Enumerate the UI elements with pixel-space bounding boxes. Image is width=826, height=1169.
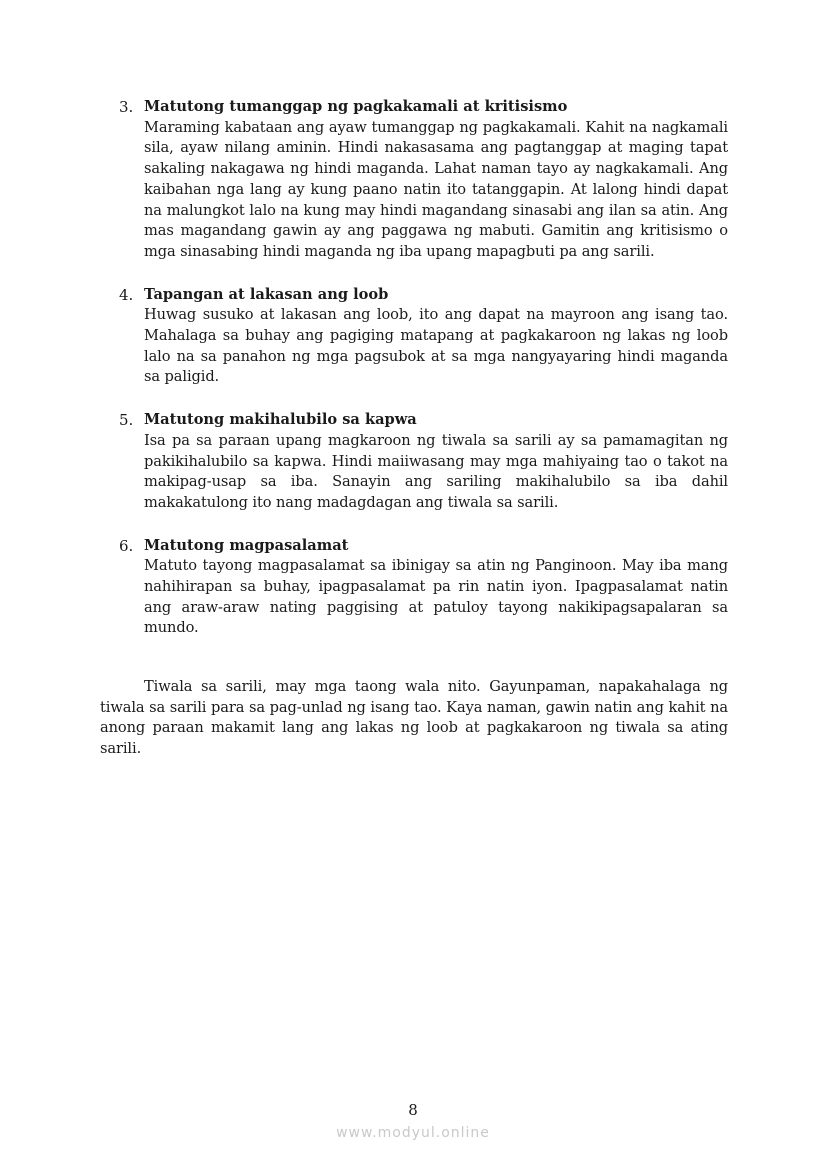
item-number: 3. [119, 98, 134, 116]
page-number: 8 [408, 1101, 418, 1119]
item-title: Matutong magpasalamat [144, 536, 349, 554]
list-item [100, 97, 728, 263]
item-number: 4. [119, 285, 134, 304]
item-text: Isa pa sa paraan upang magkaroon ng tiwala sa sarili ay sa pamamagitan ng pakikihalubilo sa kapwa. Hindi maiiwasang may mga mahiyaing tao o takot na makipag-usap sa iba. Sanayin ang sariling makihalubilo sa iba dahil makakatulong ito nang madagdagan ang tiwala sa sarili. [144, 431, 728, 511]
item-body [144, 536, 728, 640]
list-item [100, 536, 728, 640]
numbered-list [100, 97, 728, 661]
list-item [100, 410, 728, 514]
item-text: Huwag susuko at lakasan ang loob, ito ang dapat na mayroon ang isang tao. Mahalaga sa buhay ang pagiging matapang at pagkakaroon ng lakas ng loob lalo na sa panahon ng mga pagsubok at sa mga nangyayaring hindi maganda sa paligid. [144, 306, 728, 386]
item-body [144, 285, 728, 389]
item-number: 6. [119, 536, 134, 555]
watermark-text: www.modyul.online [336, 1125, 490, 1141]
item-body [144, 410, 728, 514]
closing-paragraph: Tiwala sa sarili, may mga taong wala nito. Gayunpaman, napakahalaga ng tiwala sa sarili para sa pag-unlad ng isang tao. Kaya naman, gawin natin ang kahit na anong paraan makamit lang ang lakas ng loob at pagkakaroon ng tiwala sa ating sarili. [100, 678, 728, 758]
item-title: Matutong makihalubilo sa kapwa [144, 411, 417, 429]
list-item [100, 285, 728, 389]
item-title: Tapangan at lakasan ang loob [144, 285, 389, 303]
item-text: Maraming kabataan ang ayaw tumanggap ng pagkakamali. Kahit na nagkamali sila, ayaw nilang aminin. Hindi nakasasama ang pagtanggap at maging tapat sakaling nakagawa ng hindi maganda. Lahat naman tayo ay nagkakamali. Ang kaibahan nga lang ay kung paano natin ito tatanggapin. At lalong hindi dapat na malungkot lalo na kung may hindi magandang sinasabi ang ilan sa atin. Ang mas magandang gawin ay ang paggawa ng mabuti. Gamitin ang kritisismo o mga sinasabing hindi maganda ng iba upang mapagbuti pa ang sarili. [144, 118, 728, 260]
item-body [144, 97, 728, 263]
item-title: Matutong tumanggap ng pagkakamali at kritisismo [144, 98, 568, 115]
item-text: Matuto tayong magpasalamat sa ibinigay sa atin ng Panginoon. May iba mang nahihirapan sa buhay, ipagpasalamat pa rin natin iyon. Ipagpasalamat natin ang araw-araw nating paggising at patuloy tayong nakikipagsapalaran sa mundo. [144, 557, 728, 637]
item-number: 5. [119, 411, 134, 430]
